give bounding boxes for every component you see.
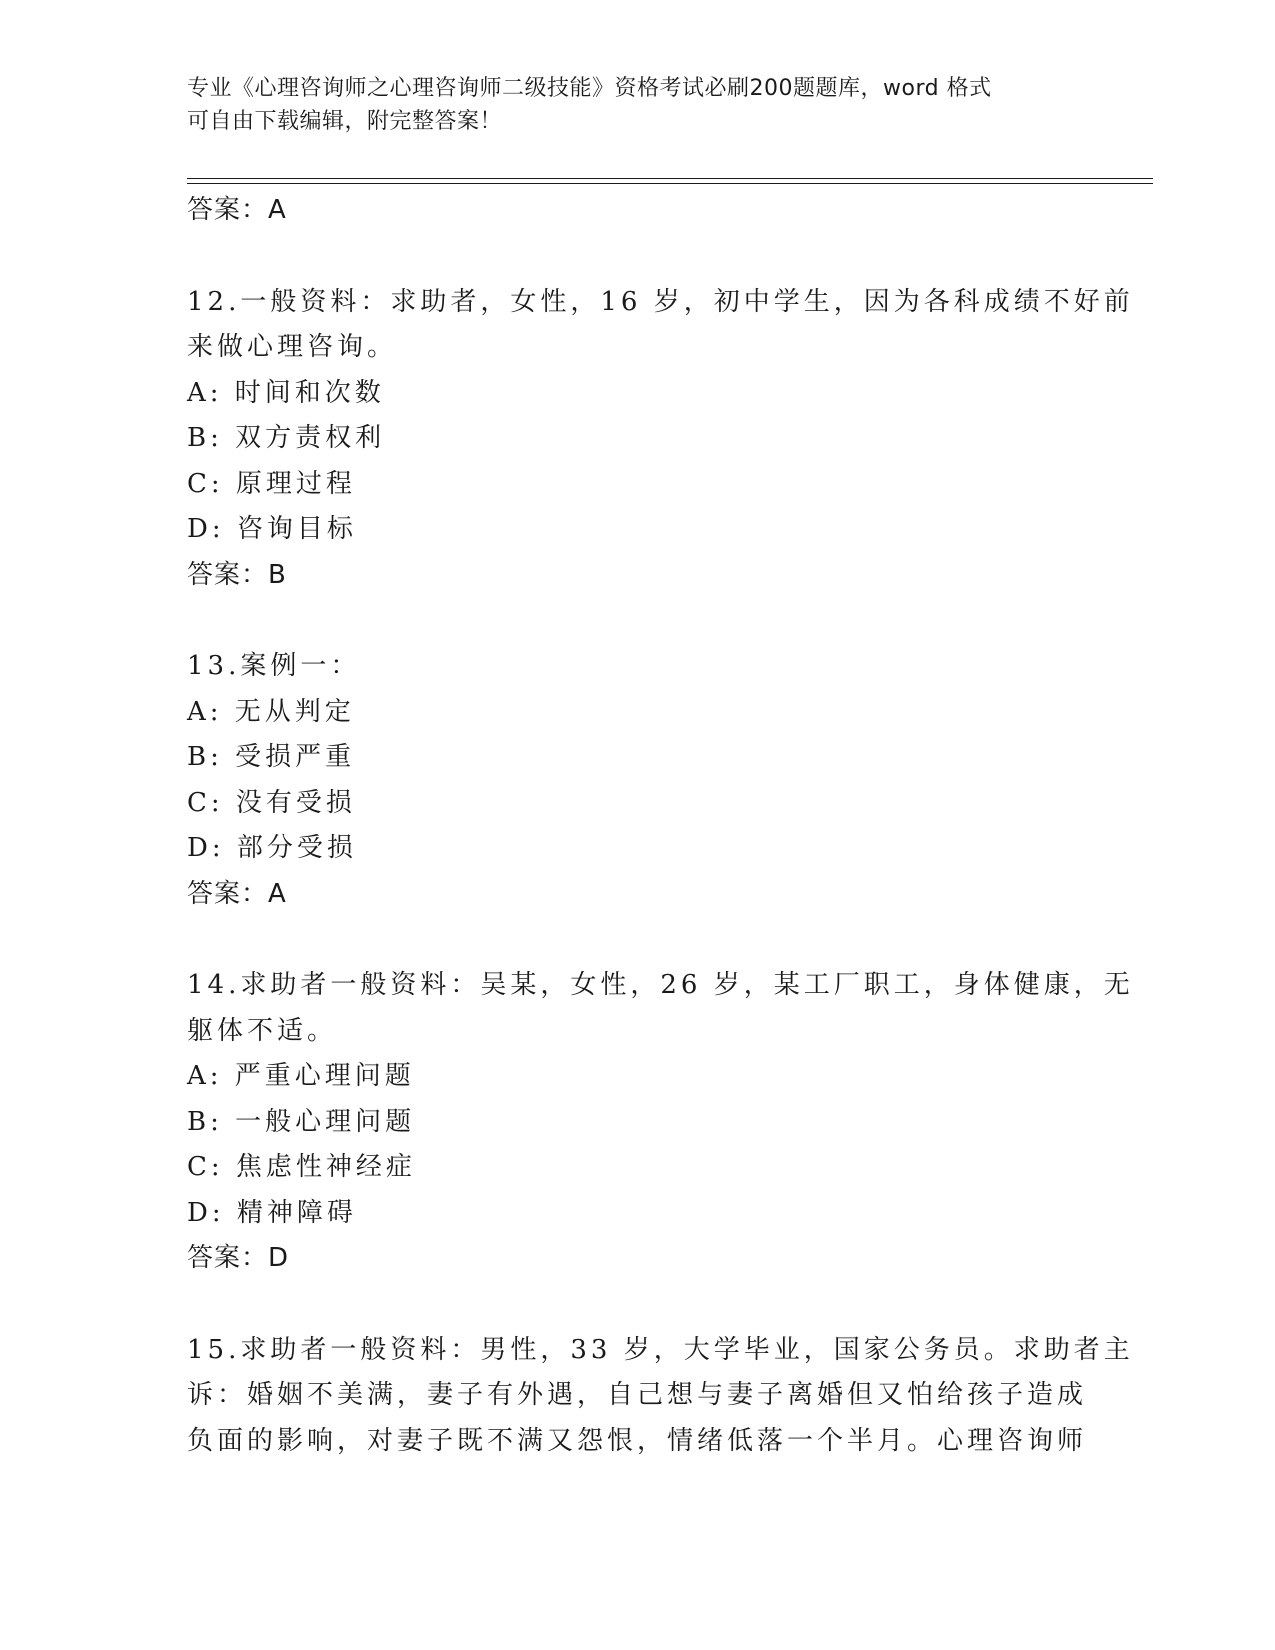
question-15-text-2: 诉：婚姻不美满，妻子有外遇，自己想与妻子离婚但又怕给孩子造成 <box>187 1380 1088 1410</box>
question-13 <box>187 644 1087 917</box>
spacer <box>187 234 1087 280</box>
question-list <box>187 188 1134 1464</box>
question-15 <box>187 1328 1134 1465</box>
question-15-text-3: 负面的影响，对妻子既不满又怨恨，情绪低落一个半月。心理咨询师 <box>187 1425 1088 1456</box>
spacer <box>187 598 1087 644</box>
question-14-answer: 答案：D <box>187 1243 290 1273</box>
question-14-option-a: A: 严重心理问题 <box>187 1061 415 1091</box>
question-14-option-d: D: 精神障碍 <box>187 1197 357 1228</box>
question-12-option-b: B: 双方责权利 <box>187 423 386 453</box>
question-14-text-2: 躯体不适。 <box>187 1015 338 1046</box>
question-14-option-c: C: 焦虑性神经症 <box>187 1152 416 1182</box>
question-14 <box>187 963 1134 1282</box>
spacer <box>187 917 1087 963</box>
header-line-2: 可自由下载编辑，附完整答案！ <box>187 109 503 134</box>
question-12-text-1: 12.一般资料：求助者，女性，16 岁，初中学生，因为各科成绩不好前 <box>187 286 1134 317</box>
header-divider-bottom <box>187 183 1153 184</box>
question-12 <box>187 280 1134 599</box>
header-line-1: 专业《心理咨询师之心理咨询师二级技能》资格考试必刷200题题库，word 格式 <box>187 76 992 101</box>
question-12-option-c: C: 原理过程 <box>187 468 356 499</box>
question-13-option-b: B: 受损严重 <box>187 742 356 772</box>
spacer <box>187 1282 1087 1328</box>
question-13-option-c: C: 没有受损 <box>187 787 356 818</box>
question-13-option-a: A: 无从判定 <box>187 696 355 727</box>
question-15-text-1: 15.求助者一般资料：男性，33 岁，大学毕业，国家公务员。求助者主 <box>187 1334 1134 1365</box>
question-13-option-d: D: 部分受损 <box>187 833 357 863</box>
question-12-answer: 答案：B <box>187 559 287 590</box>
question-12-option-d: D: 咨询目标 <box>187 514 357 544</box>
question-14-text-1: 14.求助者一般资料：吴某，女性，26 岁，某工厂职工，身体健康，无 <box>187 970 1134 1000</box>
question-12-text-2: 来做心理咨询。 <box>187 332 398 362</box>
header-divider-top <box>187 178 1153 179</box>
question-14-option-b: B: 一般心理问题 <box>187 1106 416 1137</box>
answer-previous: 答案：A <box>187 195 287 225</box>
question-13-answer: 答案：A <box>187 878 287 909</box>
question-13-text-1: 13.案例一： <box>187 651 361 681</box>
document-header <box>187 72 1087 138</box>
question-12-option-a: A: 时间和次数 <box>187 377 385 408</box>
